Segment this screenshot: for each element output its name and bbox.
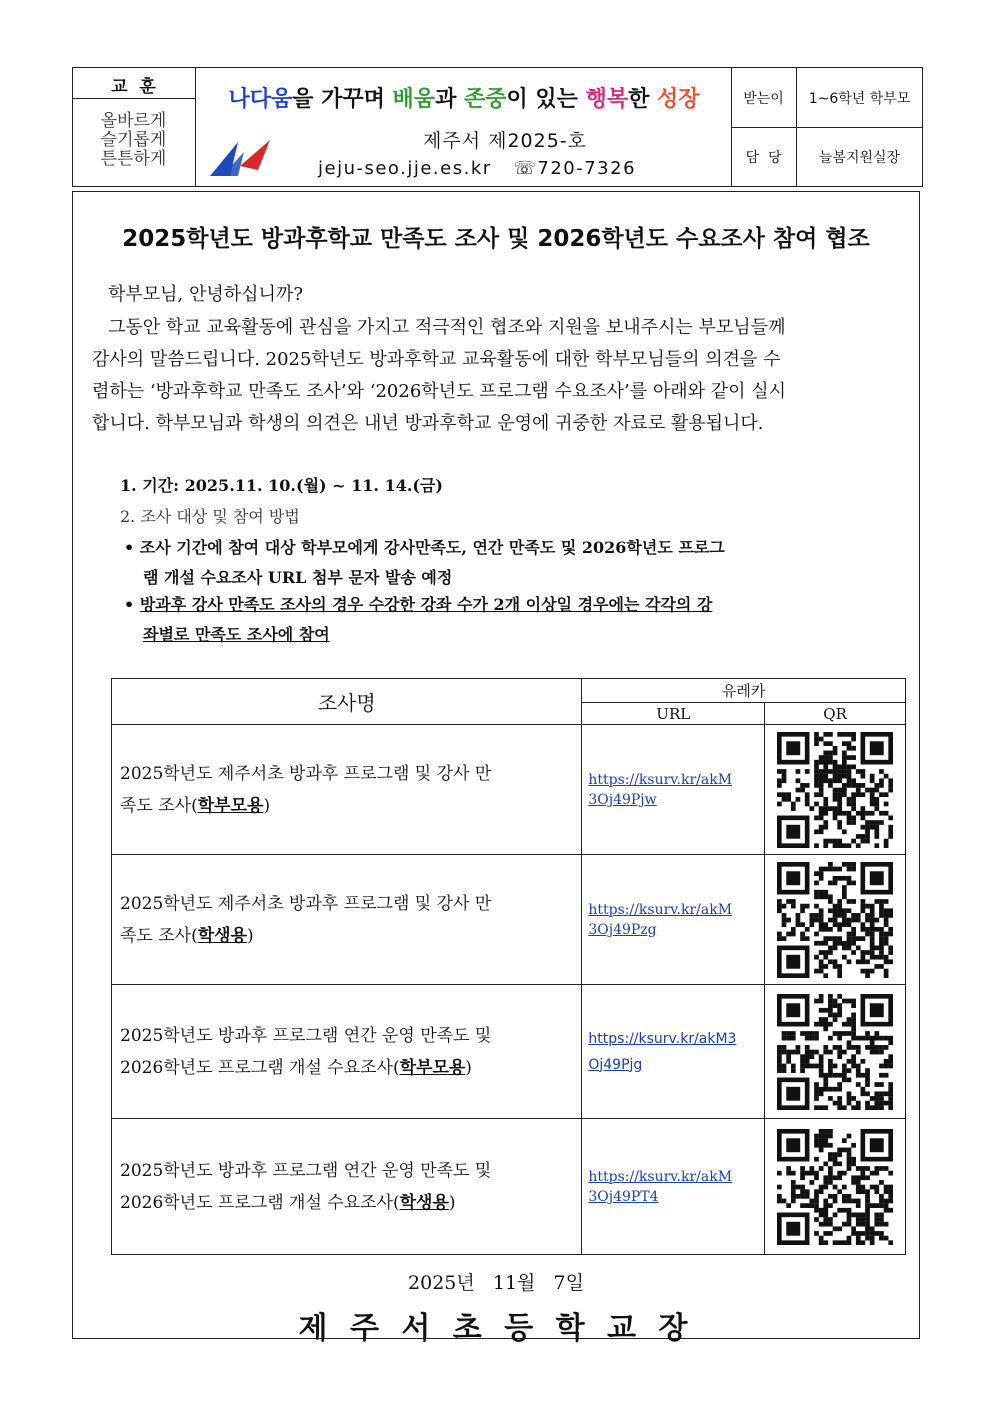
survey-name: 2025학년도 제주서초 방과후 프로그램 및 강사 만 족도 조사(학생용) <box>112 855 582 985</box>
phone-number: ☏720-7326 <box>513 158 637 179</box>
survey-url-cell <box>582 985 765 1119</box>
motto-line: 올바르게 <box>100 111 167 131</box>
slogan-part: 을 가꾸며 <box>292 87 393 112</box>
qr-code[interactable] <box>777 732 893 848</box>
qr-code[interactable] <box>777 994 893 1110</box>
survey-name: 2025학년도 방과후 프로그램 연간 운영 만족도 및 2026학년도 프로그램 개설 수요조사(학부모용) <box>112 985 582 1119</box>
slogan-part: 과 <box>435 87 464 112</box>
qr-cell <box>765 855 906 985</box>
qr-cell <box>765 1119 906 1255</box>
slogan-part: 행복 <box>585 87 629 112</box>
contact-line <box>318 158 718 179</box>
col-header-eureka: 유레카 <box>582 679 906 703</box>
slogan-part: 나다움 <box>228 87 293 112</box>
table-row <box>112 985 906 1119</box>
qr-cell <box>765 985 906 1119</box>
website-link[interactable]: jeju-seo.jje.es.kr <box>318 158 492 179</box>
contact-value: 늘봄지원실장 <box>818 150 901 166</box>
item-method: 2. 조사 대상 및 참여 방법 <box>120 507 300 526</box>
bullet-line: • 조사 기간에 참여 대상 학부모에게 강사만족도, 연간 만족도 및 2026학년도 프로그 <box>124 538 725 557</box>
item-period: 1. 기간: 2025.11. 10.(월) ~ 11. 14.(금) <box>120 476 443 495</box>
issue-date: 2025년 11월 7일 <box>408 1272 584 1294</box>
bullet-line: 좌별로 만족도 조사에 참여 <box>143 625 330 644</box>
survey-url-cell <box>582 725 765 855</box>
survey-url-link[interactable]: https://ksurv.kr/akM3 Oj49Pjg <box>588 1030 737 1073</box>
motto-line: 튼튼하게 <box>100 149 167 169</box>
recipient-label: 받는이 <box>743 91 784 107</box>
survey-table <box>111 678 906 1255</box>
slogan-part: 존중 <box>463 87 507 112</box>
qr-code[interactable] <box>777 862 893 978</box>
survey-url-link[interactable]: https://ksurv.kr/akM 3Oj49Pzg <box>588 901 733 938</box>
survey-url-link[interactable]: https://ksurv.kr/akM 3Oj49Pjw <box>588 771 733 808</box>
slogan-part: 배움 <box>392 87 436 112</box>
bullet-per-class <box>124 590 712 650</box>
greeting: 학부모님, 안녕하십니까? <box>108 284 303 305</box>
bullet-sms <box>124 533 725 593</box>
survey-url-link[interactable]: https://ksurv.kr/akM 3Oj49PT4 <box>588 1168 733 1205</box>
table-row <box>112 1119 906 1255</box>
slogan-part: 이 있는 <box>506 87 586 112</box>
school-slogan <box>200 82 728 113</box>
recipient-value: 1~6학년 학부모 <box>808 91 911 107</box>
qr-code[interactable] <box>777 1129 893 1245</box>
contact-label: 담 당 <box>745 150 782 166</box>
bullet-mark: • <box>124 595 135 614</box>
col-header-qr: QR <box>765 703 906 725</box>
doc-number: 제주서 제2025-호 <box>422 130 588 152</box>
letter-title: 2025학년도 방과후학교 만족도 조사 및 2026학년도 수요조사 참여 협조 <box>122 226 870 252</box>
survey-url-cell <box>582 1119 765 1255</box>
body-line: 감사의 말씀드립니다. 2025학년도 방과후학교 교육활동에 대한 학부모님들의 의견을 수 <box>92 349 781 370</box>
body-line: 합니다. 학부모님과 학생의 의견은 내년 방과후학교 운영에 귀중한 자료로 활용됩니다. <box>92 413 764 434</box>
table-row <box>112 725 906 855</box>
body-line: 그동안 학교 교육활동에 관심을 가지고 적극적인 협조와 지원을 보내주시는 부모님들께 <box>108 317 786 338</box>
qr-cell <box>765 725 906 855</box>
col-header-survey-name: 조사명 <box>112 679 582 725</box>
school-logo <box>208 136 272 178</box>
slogan-part: 성장 <box>657 87 700 112</box>
principal-signature: 제 주 서 초 등 학 교 장 <box>298 1311 694 1346</box>
survey-name: 2025학년도 제주서초 방과후 프로그램 및 강사 만 족도 조사(학부모용) <box>112 725 582 855</box>
survey-url-cell <box>582 855 765 985</box>
survey-name: 2025학년도 방과후 프로그램 연간 운영 만족도 및 2026학년도 프로그램 개설 수요조사(학생용) <box>112 1119 582 1255</box>
col-header-url: URL <box>582 703 765 725</box>
table-row <box>112 855 906 985</box>
bullet-line: 램 개설 수요조사 URL 첨부 문자 발송 예정 <box>143 568 453 587</box>
motto-lines <box>72 112 195 169</box>
slogan-part: 한 <box>628 87 658 112</box>
body-line: 렴하는 ‘방과후학교 만족도 조사’와 ‘2026학년도 프로그램 수요조사’를 아래와 같이 실시 <box>92 381 786 402</box>
motto-line: 슬기롭게 <box>100 130 167 150</box>
letter-body <box>92 312 902 440</box>
motto-label: 교 훈 <box>111 77 156 97</box>
bullet-line: 방과후 강사 만족도 조사의 경우 수강한 강좌 수가 2개 이상일 경우에는 각각의 강 <box>139 595 713 614</box>
